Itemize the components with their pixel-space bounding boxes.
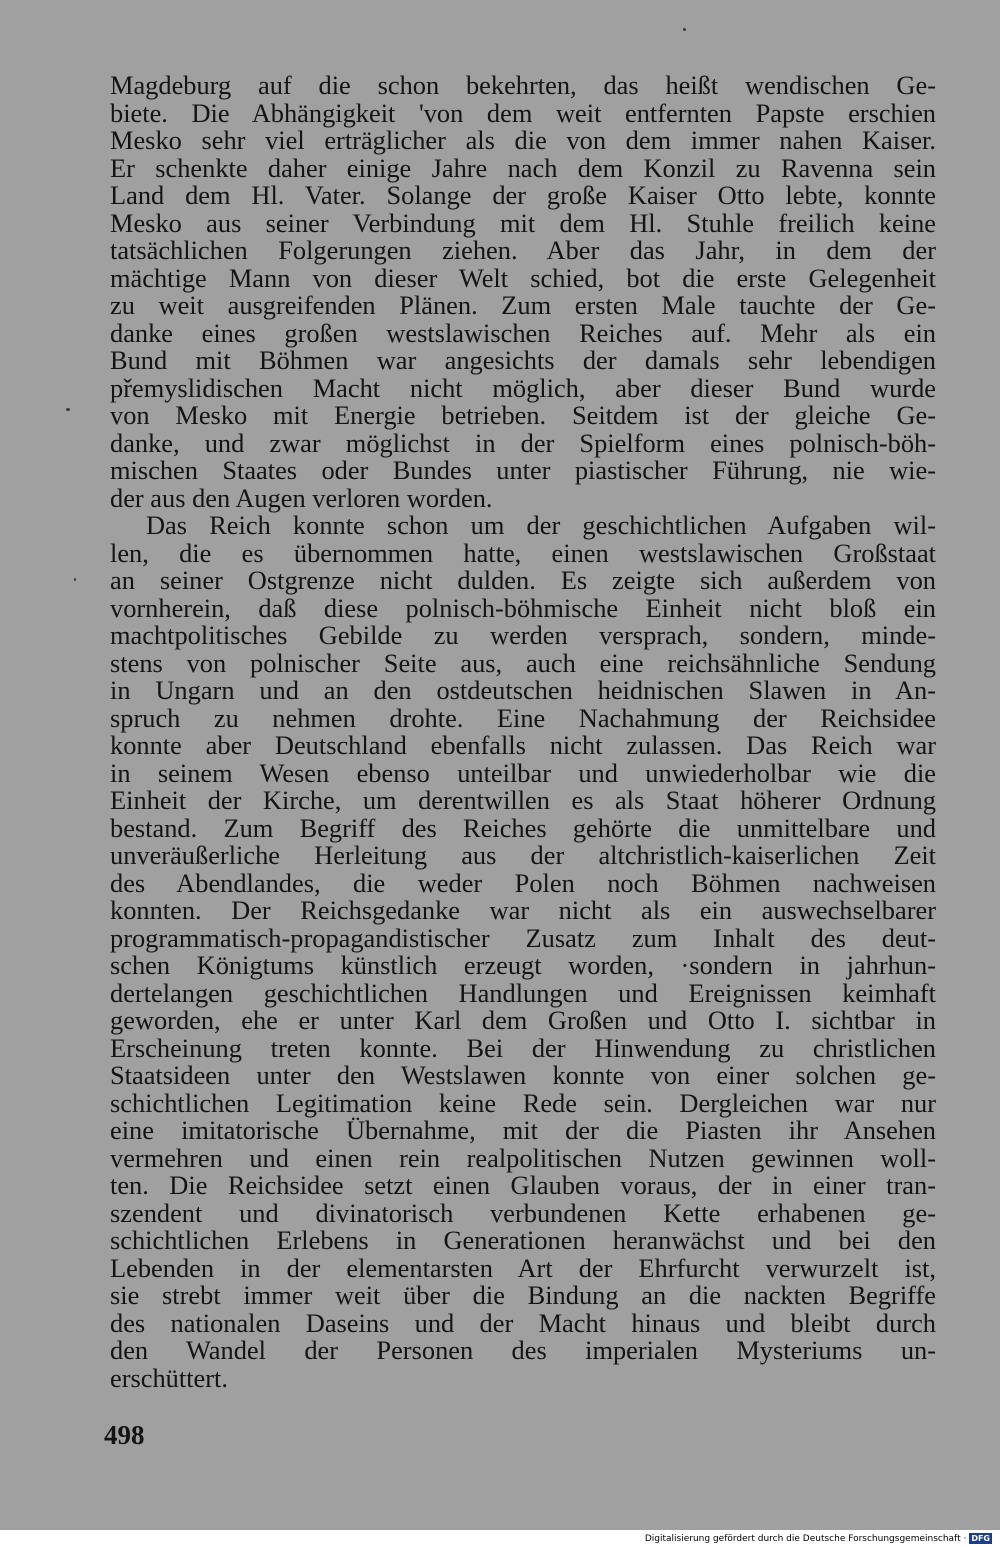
text-line: Mesko sehr viel erträglicher als die von dem immer nahen Kaiser. <box>110 125 936 155</box>
text-line: geworden, ehe er unter Karl dem Großen und Otto I. sichtbar in <box>110 1005 936 1035</box>
text-line: spruch zu nehmen drohte. Eine Nachahmung der Reichsidee <box>110 702 936 733</box>
scan-speck <box>66 408 70 411</box>
text-line: Das Reich konnte schon um der geschichtlichen Aufgaben wil- <box>146 510 936 540</box>
text-line: szendent und divinatorisch verbundenen Kette erhabenen ge- <box>110 1197 936 1228</box>
text-line: konnten. Der Reichsgedanke war nicht als ein auswechselbarer <box>110 895 936 925</box>
text-line: vermehren und einen rein realpolitischen Nutzen gewinnen woll- <box>110 1142 936 1173</box>
text-line: biete. Die Abhängigkeit 'von dem weit entfernten Papste erschien <box>110 97 936 128</box>
text-line: in seinem Wesen ebenso unteilbar und unwiederholbar wie die <box>110 757 936 788</box>
text-line: den Wandel der Personen des imperialen Mysteriums un- <box>110 1335 936 1365</box>
text-line: danke eines großen westslawischen Reiches auf. Mehr als ein <box>110 317 936 348</box>
text-line: sie strebt immer weit über die Bindung an die nackten Begriffe <box>110 1280 936 1310</box>
text-line: Einheit der Kirche, um derentwillen es als Staat höherer Ordnung <box>110 785 936 815</box>
text-line: in Ungarn und an den ostdeutschen heidnischen Slawen in An- <box>110 675 936 705</box>
text-line: Mesko aus seiner Verbindung mit dem Hl. Stuhle freilich keine <box>110 207 936 238</box>
text-line: Staatsideen unter den Westslawen konnte von einer solchen ge- <box>110 1060 936 1090</box>
text-line: unveräußerliche Herleitung aus der altchristlich-kaiserlichen Zeit <box>110 840 936 870</box>
text-line: eine imitatorische Übernahme, mit der die Piasten ihr Ansehen <box>110 1115 936 1145</box>
text-line: konnte aber Deutschland ebenfalls nicht zulassen. Das Reich war <box>110 730 936 760</box>
text-line: schen Königtums künstlich erzeugt worden, ·sondern in jahrhun- <box>110 950 936 980</box>
text-line: des nationalen Daseins und der Macht hinaus und bleibt durch <box>110 1307 936 1338</box>
text-line: schichtlichen Erlebens in Generationen heranwächst und bei den <box>110 1225 936 1255</box>
text-line: stens von polnischer Seite aus, auch eine reichsähnliche Sendung <box>110 647 936 678</box>
text-line: mächtige Mann von dieser Welt schied, bot die erste Gelegenheit <box>110 262 936 293</box>
text-line: schichtlichen Legitimation keine Rede sein. Dergleichen war nur <box>110 1087 936 1118</box>
page-number: 498 <box>104 1420 145 1450</box>
text-line: přemyslidischen Macht nicht möglich, aber dieser Bund wurde <box>110 372 936 403</box>
funding-credit: Digitalisierung gefördert durch die Deutsche Forschungsgemeinschaft · <box>644 1533 967 1544</box>
text-line: machtpolitisches Gebilde zu werden versprach, sondern, minde- <box>110 620 936 650</box>
text-line: bestand. Zum Begriff des Reiches gehörte die unmittelbare und <box>110 812 936 843</box>
text-line: an seiner Ostgrenze nicht dulden. Es zeigte sich außerdem von <box>110 565 936 595</box>
text-line: Land dem Hl. Vater. Solange der große Kaiser Otto lebte, konnte <box>110 180 936 210</box>
text-line: Erscheinung treten konnte. Bei der Hinwendung zu christlichen <box>110 1032 936 1063</box>
body-text <box>110 72 936 1392</box>
text-line: der aus den Augen verloren worden. <box>110 482 493 513</box>
text-line: von Mesko mit Energie betrieben. Seitdem ist der gleiche Ge- <box>110 400 936 430</box>
text-line: Magdeburg auf die schon bekehrten, das heißt wendischen Ge- <box>110 70 936 100</box>
text-line: zu weit ausgreifenden Plänen. Zum ersten Male tauchte der Ge- <box>110 290 936 320</box>
text-line: dertelangen geschichtlichen Handlungen und Ereignissen keimhaft <box>110 977 936 1008</box>
text-line: erschüttert. <box>110 1362 228 1393</box>
text-line: len, die es übernommen hatte, einen westslawischen Großstaat <box>110 537 936 568</box>
text-line: ten. Die Reichsidee setzt einen Glauben voraus, der in einer tran- <box>110 1170 936 1200</box>
digitization-footer <box>645 1532 992 1545</box>
text-line: vornherein, daß diese polnisch-böhmische Einheit nicht bloß ein <box>110 592 936 623</box>
text-line: danke, und zwar möglichst in der Spielform eines polnisch-böh- <box>110 427 936 458</box>
text-line: des Abendlandes, die weder Polen noch Böhmen nachweisen <box>110 867 936 898</box>
dfg-logo-icon[interactable]: DFG <box>971 1534 990 1543</box>
text-line: mischen Staates oder Bundes unter piastischer Führung, nie wie- <box>110 455 936 485</box>
scan-speck <box>74 578 76 581</box>
text-line: programmatisch-propagandistischer Zusatz zum Inhalt des deut- <box>110 922 936 953</box>
scan-speck <box>683 28 686 31</box>
text-line: Er schenkte daher einige Jahre nach dem Konzil zu Ravenna sein <box>110 152 936 183</box>
text-line: tatsächlichen Folgerungen ziehen. Aber das Jahr, in dem der <box>110 235 936 265</box>
text-line: Bund mit Böhmen war angesichts der damals sehr lebendigen <box>110 345 936 375</box>
text-line: Lebenden in der elementarsten Art der Ehrfurcht verwurzelt ist, <box>110 1252 936 1283</box>
